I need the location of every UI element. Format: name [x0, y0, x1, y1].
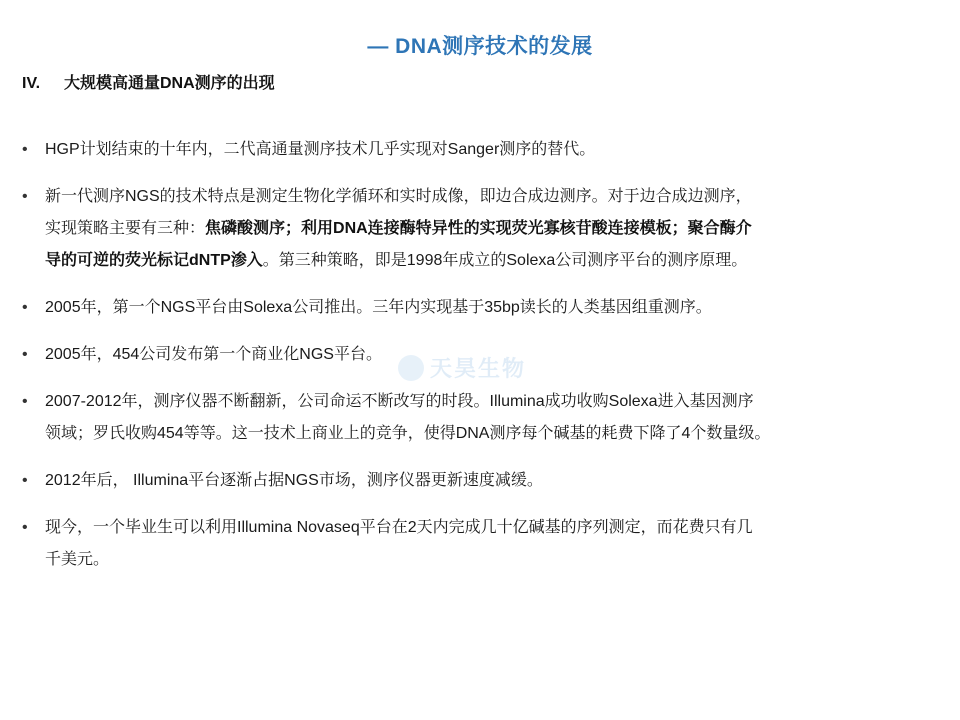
bullet-text-line2: [45, 213, 947, 245]
bullet-item-2005-solexa: [22, 292, 947, 324]
bullet-text: 2012年后， Illumina平台逐渐占据NGS市场，测序仪器更新速度减缓。: [45, 472, 543, 489]
bullet-text-plain: 。第三种策略，即是1998年成立的Solexa公司测序平台的测序原理。: [262, 252, 748, 269]
bullet-dot-icon: •: [22, 188, 28, 205]
slide-title: — DNA测序技术的发展: [367, 35, 593, 58]
bullet-dot-icon: •: [22, 393, 28, 410]
bullet-item-2012: [22, 465, 947, 497]
section-title: 大规模高通量DNA测序的出现: [64, 75, 275, 92]
bullet-text: 2005年，第一个NGS平台由Solexa公司推出。三年内实现基于35bp读长的人类基因组重测序。: [45, 299, 712, 316]
bullet-text-line2: 领域；罗氏收购454等等。这一技术上商业上的竞争，使得DNA测序每个碱基的耗费下降了4个数量级。: [45, 425, 771, 442]
bullet-dot-icon: •: [22, 346, 28, 363]
bullet-text-line2: 千美元。: [45, 551, 110, 568]
bullet-item-2007-2012: [22, 386, 947, 450]
section-heading: [22, 70, 275, 93]
bullet-item-hgp: [22, 134, 947, 166]
bullet-text: 新一代测序NGS的技术特点是测定生物化学循环和实时成像，即边合成边测序。对于边合成边测序，: [45, 188, 752, 205]
bullet-text-bold: 焦磷酸测序；利用DNA连接酶特异性的实现荧光寡核苷酸连接模板；聚合酶介: [205, 220, 752, 237]
bullet-dot-icon: •: [22, 299, 28, 316]
bullet-dot-icon: •: [22, 141, 28, 158]
watermark-text: 天昊生物: [430, 356, 527, 381]
bullet-text-plain: 实现策略主要有三种：: [45, 220, 206, 237]
bullet-text: 2005年，454公司发布第一个商业化NGS平台。: [45, 346, 382, 363]
bullet-text: HGP计划结束的十年内，二代高通量测序技术几乎实现对Sanger测序的替代。: [45, 141, 596, 158]
bullet-dot-icon: •: [22, 472, 28, 489]
section-number: IV.: [22, 75, 41, 92]
bullet-text-line3: [45, 245, 947, 277]
bullet-list: [22, 134, 947, 591]
bullet-text: 现今，一个毕业生可以利用Illumina Novaseq平台在2天内完成几十亿碱基的序列测定，而花费只有几: [45, 519, 753, 536]
bullet-item-today: [22, 512, 947, 576]
bullet-item-ngs-features: [22, 181, 947, 277]
bullet-dot-icon: •: [22, 519, 28, 536]
bullet-text-bold: 导的可逆的荧光标记dNTP渗入: [45, 252, 263, 269]
bullet-item-2005-454: [22, 339, 947, 371]
bullet-text: 2007-2012年，测序仪器不断翻新，公司命运不断改写的时段。Illumina成功收购Solexa进入基因测序: [45, 393, 754, 410]
